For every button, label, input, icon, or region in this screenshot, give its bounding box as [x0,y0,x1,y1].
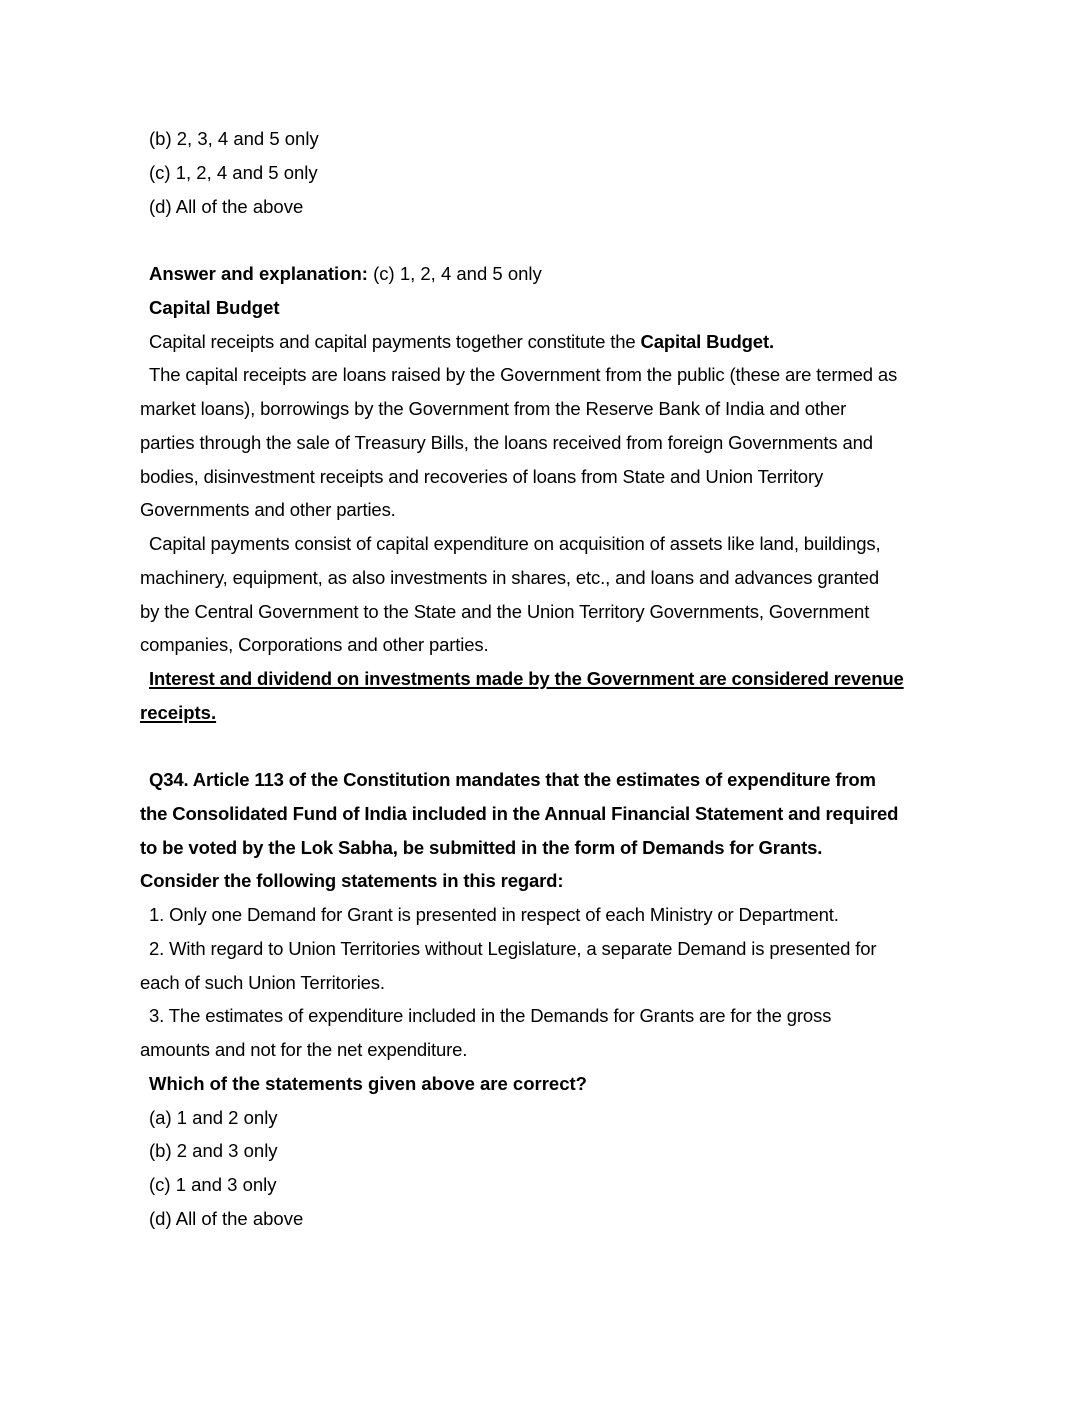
option-c: (c) 1 and 3 only [149,1174,277,1195]
payments-line: machinery, equipment, as also investments in shares, etc., and loans and advances granted [140,567,880,588]
question-stem-line: Q34. Article 113 of the Constitution mandates that the estimates of expenditure from [149,769,876,790]
question-stem-line: to be voted by the Lok Sabha, be submitted in the form of Demands for Grants. [140,837,823,858]
option-c: (c) 1, 2, 4 and 5 only [149,162,318,183]
intro-bold: Capital Budget. [640,331,774,352]
answer-line [149,263,542,285]
explanation-heading: Capital Budget [149,297,280,318]
receipts-line: parties through the sale of Treasury Bills, the loans received from foreign Governments and [140,432,873,453]
option-b: (b) 2, 3, 4 and 5 only [149,128,319,149]
answer-label: Answer and explanation: [149,263,368,284]
statement-3: 3. The estimates of expenditure included in the Demands for Grants are for the gross [149,1005,832,1026]
receipts-line: The capital receipts are loans raised by the Government from the public (these are termed as [149,364,898,385]
option-a: (a) 1 and 2 only [149,1107,278,1128]
payments-line: Capital payments consist of capital expenditure on acquisition of assets like land, buildings, [149,533,881,554]
statement-1: 1. Only one Demand for Grant is presented in respect of each Ministry or Department. [149,904,839,925]
receipts-line: bodies, disinvestment receipts and recoveries of loans from State and Union Territory [140,466,824,487]
question-prompt: Which of the statements given above are correct? [149,1073,587,1094]
option-d: (d) All of the above [149,196,304,217]
receipts-line: Governments and other parties. [140,499,396,520]
statement-3-cont: amounts and not for the net expenditure. [140,1039,468,1060]
receipts-line: market loans), borrowings by the Government from the Reserve Bank of India and other [140,398,847,419]
note-line: receipts. [140,702,217,723]
intro-text: Capital receipts and capital payments together constitute the [149,331,641,352]
statement-2-cont: each of such Union Territories. [140,972,385,993]
explanation-intro [149,331,774,353]
question-stem-line: Consider the following statements in this regard: [140,870,564,891]
answer-value: (c) 1, 2, 4 and 5 only [367,263,542,284]
statement-2: 2. With regard to Union Territories without Legislature, a separate Demand is presented for [149,938,877,959]
option-d: (d) All of the above [149,1208,304,1229]
payments-line: companies, Corporations and other parties. [140,634,489,655]
question-stem-line: the Consolidated Fund of India included in the Annual Financial Statement and required [140,803,899,824]
note-line: Interest and dividend on investments made by the Government are considered revenue [149,668,904,689]
payments-line: by the Central Government to the State and the Union Territory Governments, Government [140,601,870,622]
option-b: (b) 2 and 3 only [149,1140,278,1161]
